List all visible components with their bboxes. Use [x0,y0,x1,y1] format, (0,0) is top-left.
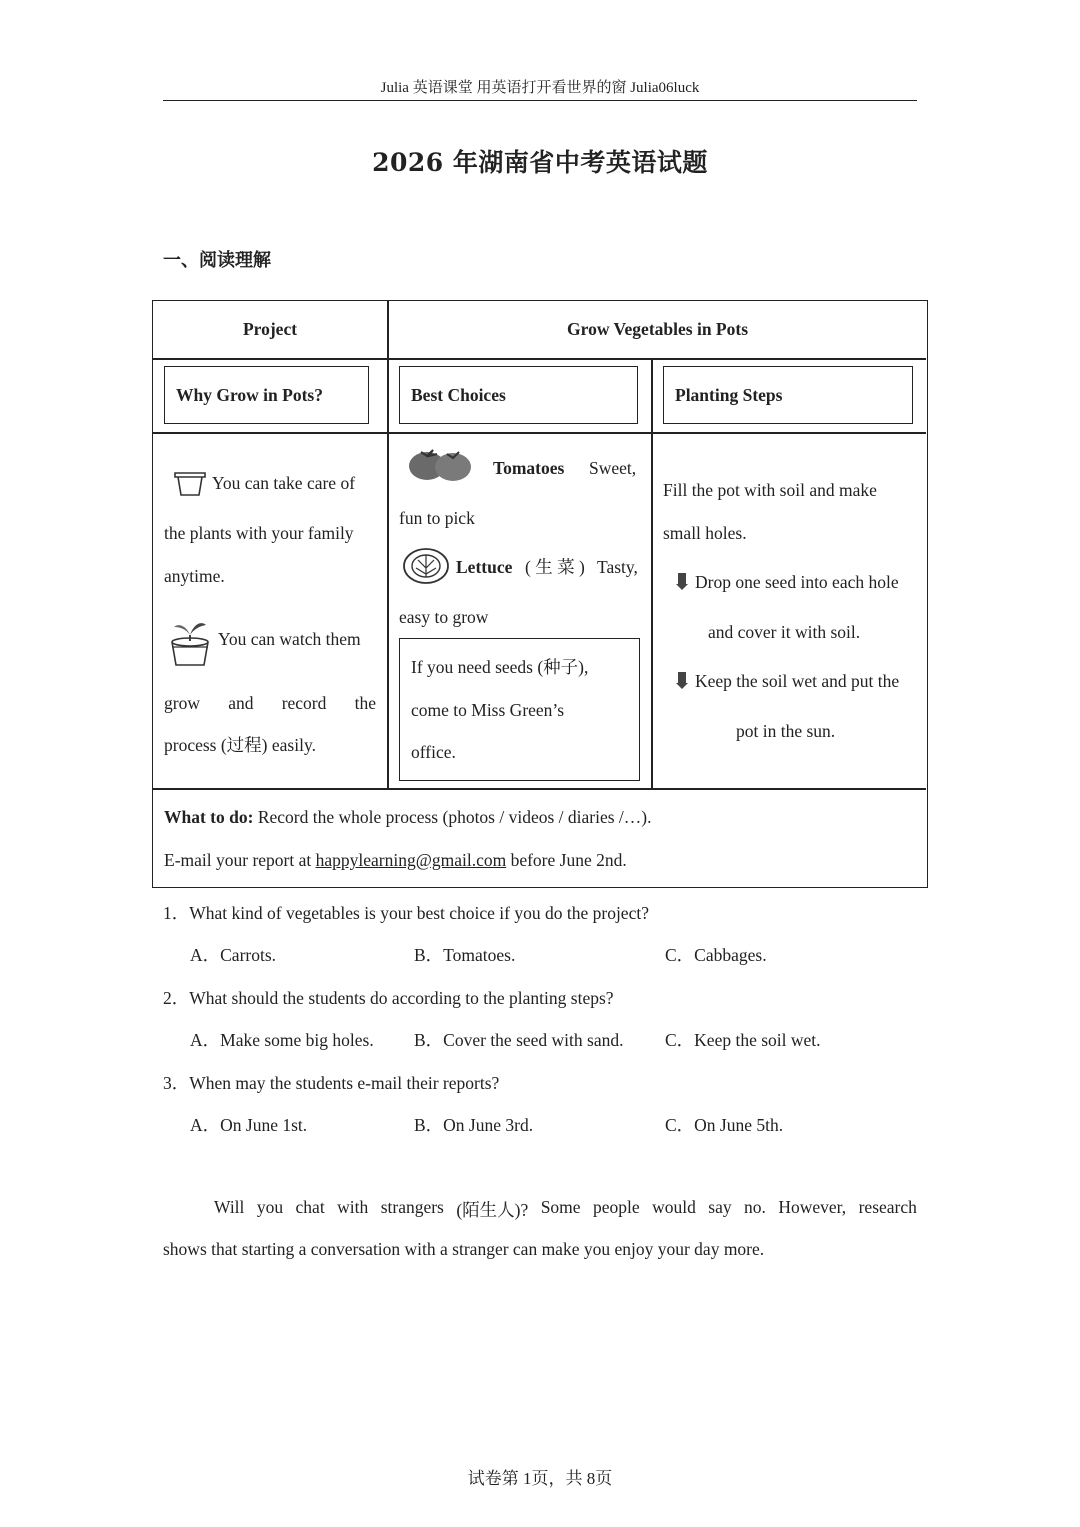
word: the [354,693,376,713]
word: However, [778,1197,847,1217]
word: grow [164,693,200,713]
word: would [652,1197,696,1217]
word: and [228,693,254,713]
word: say [708,1197,732,1217]
what-to-do-text: Record the whole process (photos / videos / diaries /…). [253,807,652,827]
project-label: Project [242,319,298,339]
page-footer: 试卷第 1页，共 8页 [467,1469,613,1488]
email-link[interactable]: happylearning@gmail.com [315,850,507,870]
divider [153,358,926,360]
word: record [281,693,327,713]
col1-line2: the plants with your family [164,523,354,543]
col1-line3: anytime. [164,566,225,586]
passage-line2: shows that starting a conversation with a stranger can make you enjoy your day more. [163,1239,765,1259]
question-2-option-c: C．Keep the soil wet. [665,1030,821,1050]
question-2-option-b: B．Cover the seed with sand. [414,1030,624,1050]
note-line2: come to Miss Green’s [411,700,565,720]
step2a: Drop one seed into each hole [695,572,899,592]
question-2-option-a: A．Make some big holes. [190,1030,374,1050]
lettuce-desc2: easy to grow [399,607,489,627]
seed-bullet-icon [675,573,689,591]
col1-line4: You can watch them [218,629,361,649]
question-1-option-c: C．Cabbages. [665,945,767,965]
tomatoes-desc1: Sweet, [589,458,637,478]
divider [153,788,926,790]
col2-head-box [399,366,638,424]
question-2-stem: 2．What should the students do according to the planting steps? [163,988,614,1008]
question-3-option-c: C．On June 5th. [665,1115,784,1135]
what-to-do [164,807,652,829]
seed-note-box [399,638,640,781]
pot-icon [172,469,208,497]
tomatoes-desc2: fun to pick [399,508,475,528]
col1-line6: process (过程) easily. [164,735,316,755]
lettuce-name: Lettuce [456,557,513,577]
lettuce-cn: ( 生 菜 ) [525,557,585,577]
word: no. [744,1197,766,1217]
divider [651,358,653,788]
lettuce-icon [401,546,451,586]
question-1-option-b: B．Tomatoes. [414,945,516,965]
col2-head: Best Choices [411,385,506,405]
word: research [858,1197,917,1217]
col1-head-box [164,366,369,424]
what-to-do-label: What to do: [164,807,254,827]
note-line1: If you need seeds (种子), [411,657,589,677]
col3-head-box [663,366,913,424]
tomato-icon [407,444,473,484]
divider [153,432,926,434]
email-line [164,850,627,872]
step2b: and cover it with soil. [708,622,861,642]
step3b: pot in the sun. [736,721,836,741]
question-3-option-a: A．On June 1st. [190,1115,308,1135]
email-prefix: E-mail your report at [164,850,316,870]
seed-bullet-icon [675,672,689,690]
col3-head: Planting Steps [675,385,783,405]
question-3-option-b: B．On June 3rd. [414,1115,534,1135]
project-table [152,300,928,888]
question-1-option-a: A．Carrots. [190,945,277,965]
col1-head: Why Grow in Pots? [176,385,323,405]
note-line3: office. [411,742,456,762]
col1-line5 [164,693,376,715]
word: with [337,1197,369,1217]
step1b: small holes. [663,523,747,543]
page-title: 2026 年湖南省中考英语试题 [372,148,708,177]
step1a: Fill the pot with soil and make [663,480,877,500]
col1-line1: You can take care of [212,473,356,493]
word: you [256,1197,284,1217]
section-heading: 一、阅读理解 [163,250,271,271]
tomatoes-name: Tomatoes [493,458,565,478]
page-header: Julia 英语课堂 用英语打开看世界的窗 Julia06luck [163,76,917,101]
passage-line1 [214,1197,917,1222]
divider [387,301,389,788]
word: (陌生人)? [456,1200,529,1220]
question-1-stem: 1．What kind of vegetables is your best choice if you do the project? [163,903,649,923]
question-3-stem: 3．When may the students e-mail their reports? [163,1073,500,1093]
sprout-pot-icon [168,615,212,667]
lettuce-desc1: Tasty, [597,557,638,577]
word: strangers [380,1197,444,1217]
step3a: Keep the soil wet and put the [695,671,900,691]
word: chat [295,1197,325,1217]
project-name: Grow Vegetables in Pots [567,319,748,339]
word: Will [214,1197,245,1217]
email-suffix: before June 2nd. [506,850,627,870]
word: people [593,1197,640,1217]
word: Some [540,1197,581,1217]
